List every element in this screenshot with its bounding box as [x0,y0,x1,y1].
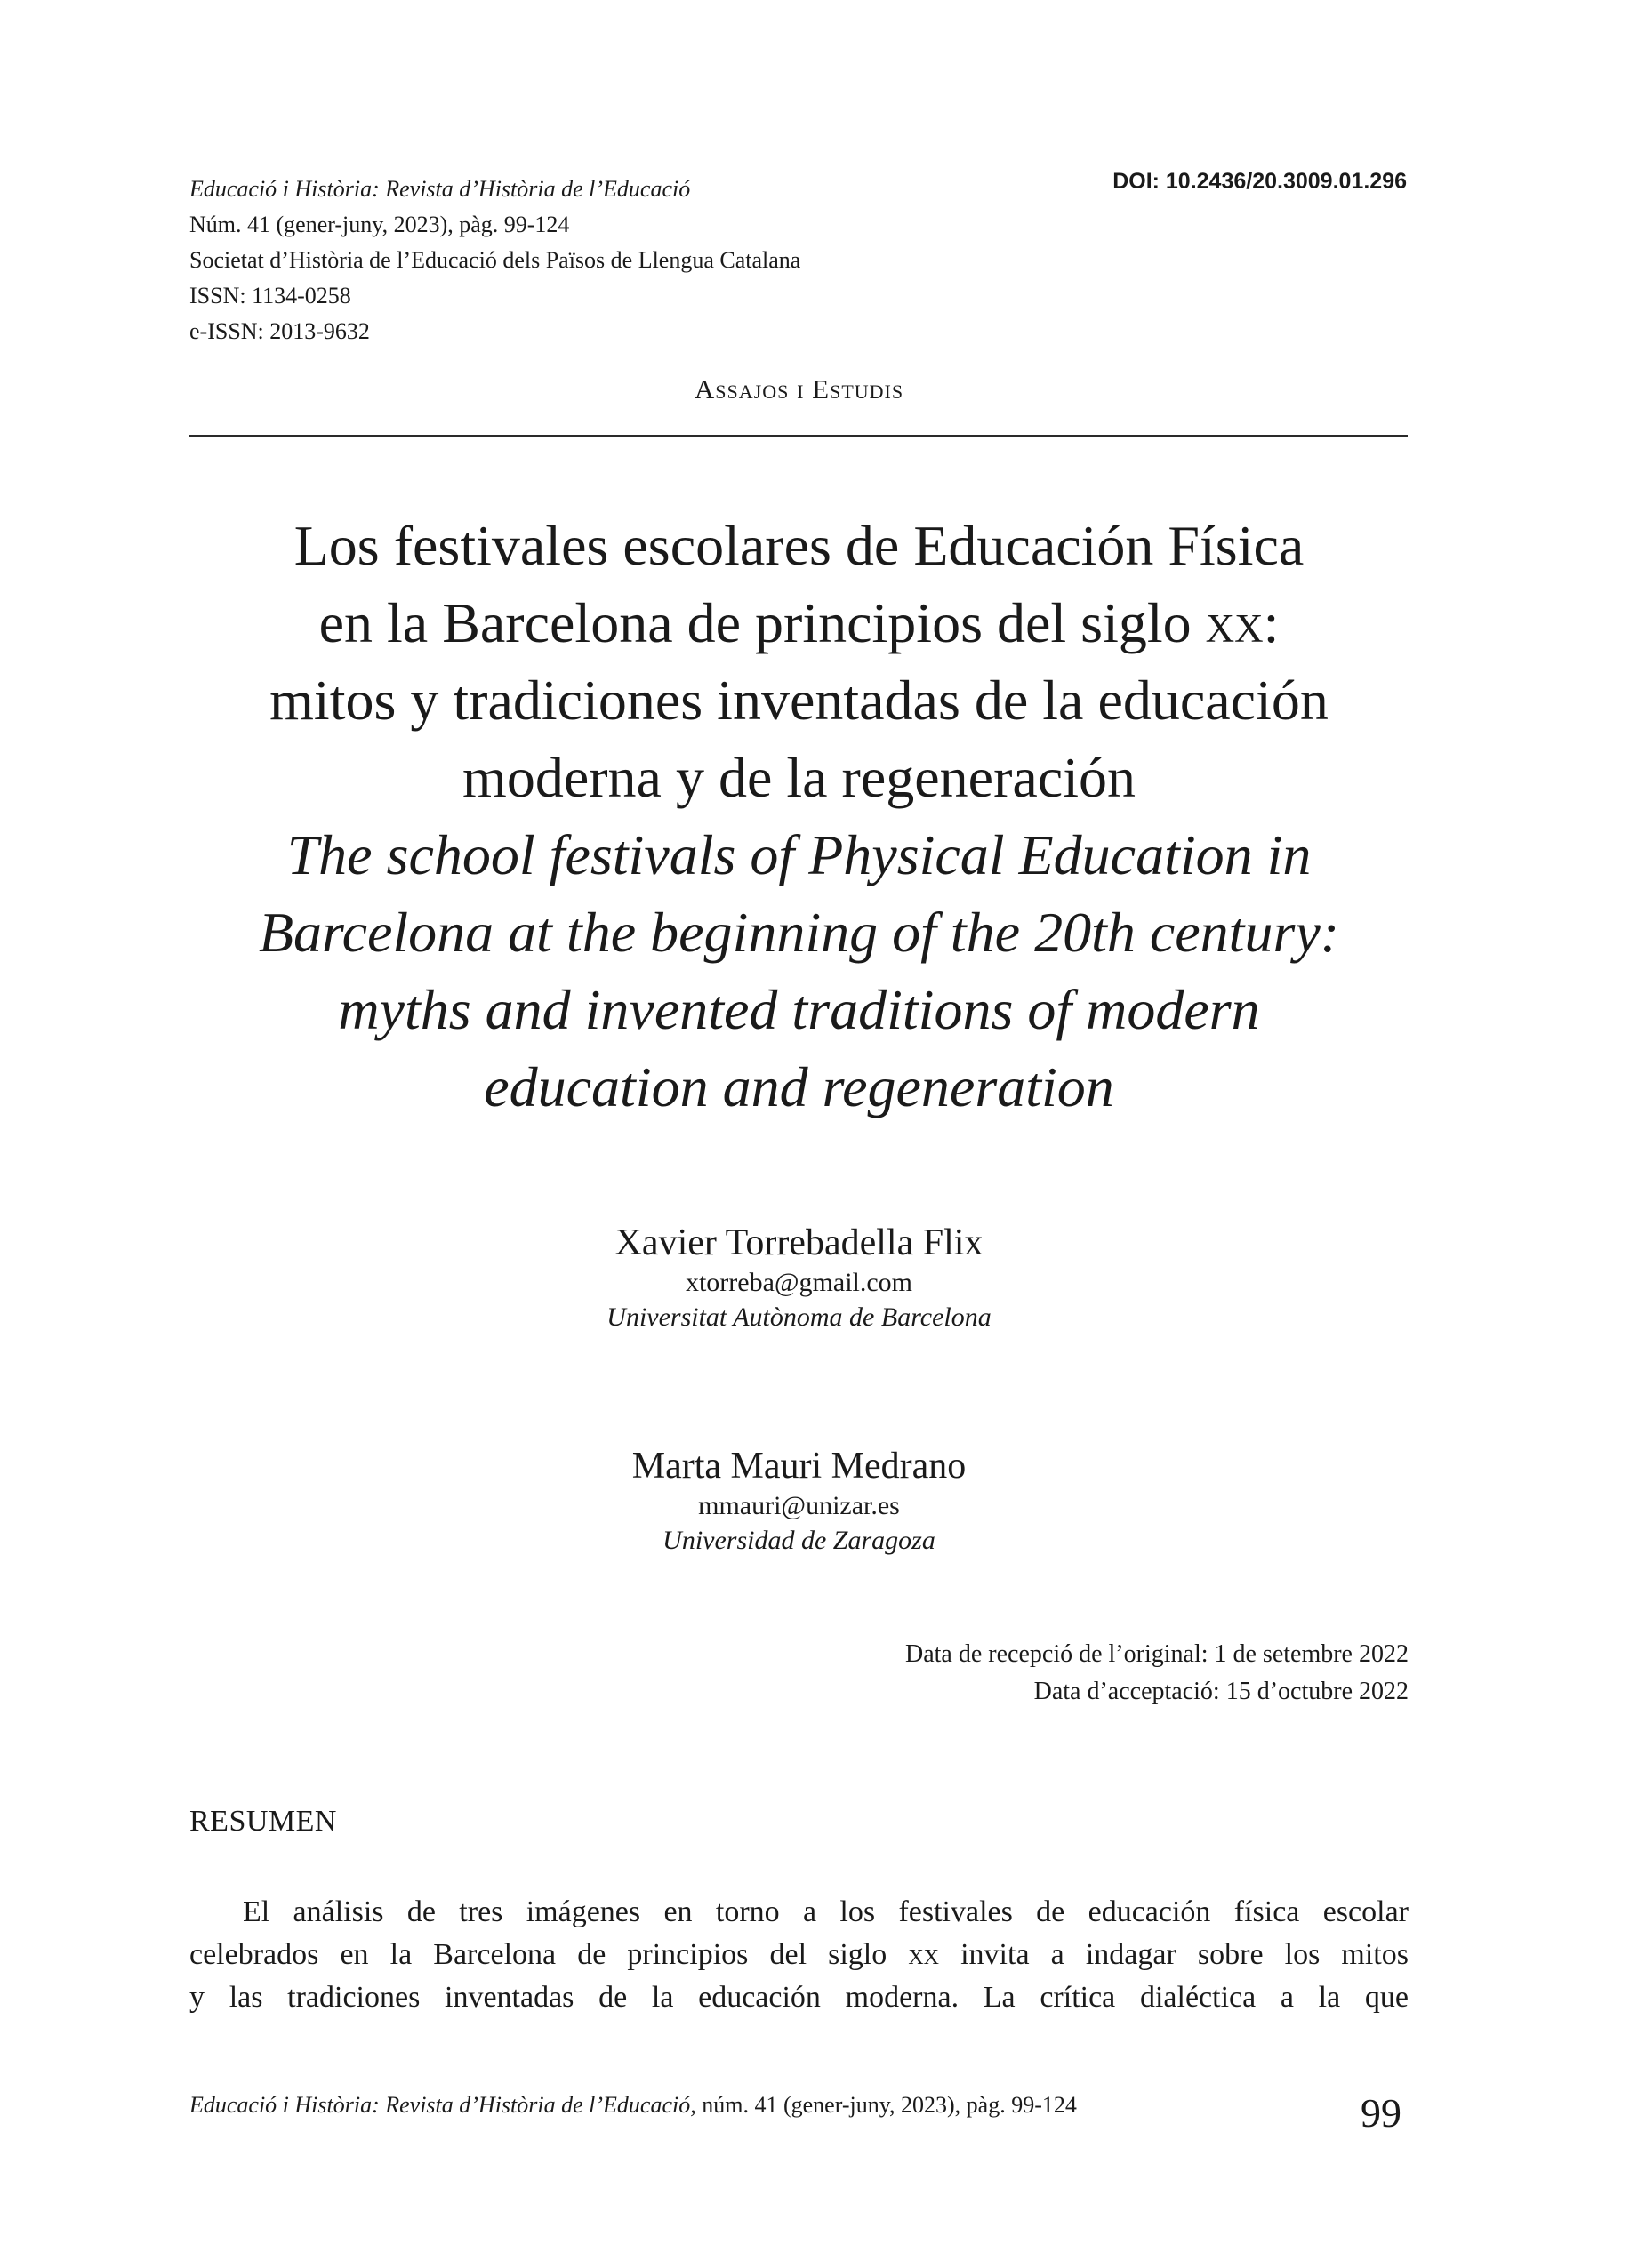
century-numeral: xx [908,1938,940,1971]
author-block [189,1220,1409,1335]
journal-society: Societat d’Història de l’Educació dels Països de Llengua Catalana [189,247,801,273]
author-email[interactable]: xtorreba@gmail.com [685,1268,913,1297]
author-name: Xavier Torrebadella Flix [614,1222,984,1263]
journal-metadata [189,172,990,349]
abstract-line-text: celebrados en la Barcelona de principios del siglo [189,1938,909,1971]
abstract-line-text: invita a indagar sobre los mitos [939,1938,1409,1971]
author-affiliation: Universitat Autònoma de Barcelona [606,1302,992,1332]
title-spanish-line [189,584,1409,661]
footer-issue: núm. 41 (gener-juny, 2023), pàg. 99-124 [695,2092,1077,2118]
author-block [189,1443,1409,1559]
title-spanish-line: mitos y tradiciones inventadas de la educación [269,669,1329,732]
submission-dates [189,1636,1409,1711]
author-name: Marta Mauri Medrano [631,1446,967,1487]
footer-journal-title: Educació i Història: Revista d’Història de l’Educació, [189,2092,696,2118]
title-english-line: myths and invented traditions of modern [338,978,1260,1041]
page-number: 99 [1361,2090,1401,2136]
title-english-line: education and regeneration [484,1055,1114,1118]
date-accepted: Data d’acceptació: 15 d’octubre 2022 [1033,1678,1409,1705]
title-english-line: Barcelona at the beginning of the 20th century: [258,901,1340,964]
article-title [189,507,1409,1126]
author-email[interactable]: mmauri@unizar.es [698,1491,900,1520]
title-english [189,816,1409,1126]
title-spanish [189,507,1409,816]
abstract-body [189,1891,1409,2019]
abstract-line [189,1934,1409,1976]
title-colon: : [1263,591,1280,654]
century-numeral: xx [1205,591,1264,654]
abstract-heading: RESUMEN [189,1805,337,1838]
abstract-line: El análisis de tres imágenes en torno a los festivales de educación física escolar [243,1895,1409,1928]
title-spanish-line-text: en la Barcelona de principios del siglo [318,591,1206,654]
author-affiliation: Universidad de Zaragoza [662,1526,935,1555]
section-label: Assajos i Estudis [694,373,904,405]
footer-citation [189,2092,1077,2119]
doi-link[interactable]: DOI: 10.2436/20.3009.01.296 [1112,169,1407,194]
date-received: Data de recepció de l’original: 1 de setembre 2022 [905,1640,1409,1668]
title-english-line: The school festivals of Physical Education in [286,823,1312,886]
header-divider [189,435,1408,437]
title-spanish-line: Los festivales escolares de Educación Física [293,514,1305,577]
abstract-line: y las tradiciones inventadas de la educación moderna. La crítica dialéctica a la que [189,1981,1409,2014]
journal-title: Educació i Història: Revista d’Història de l’Educació [189,176,691,202]
title-spanish-line: moderna y de la regeneración [462,746,1136,809]
journal-issue: Núm. 41 (gener-juny, 2023), pàg. 99-124 [189,212,570,237]
journal-eissn: e-ISSN: 2013-9632 [189,318,370,344]
journal-issn: ISSN: 1134-0258 [189,283,351,309]
